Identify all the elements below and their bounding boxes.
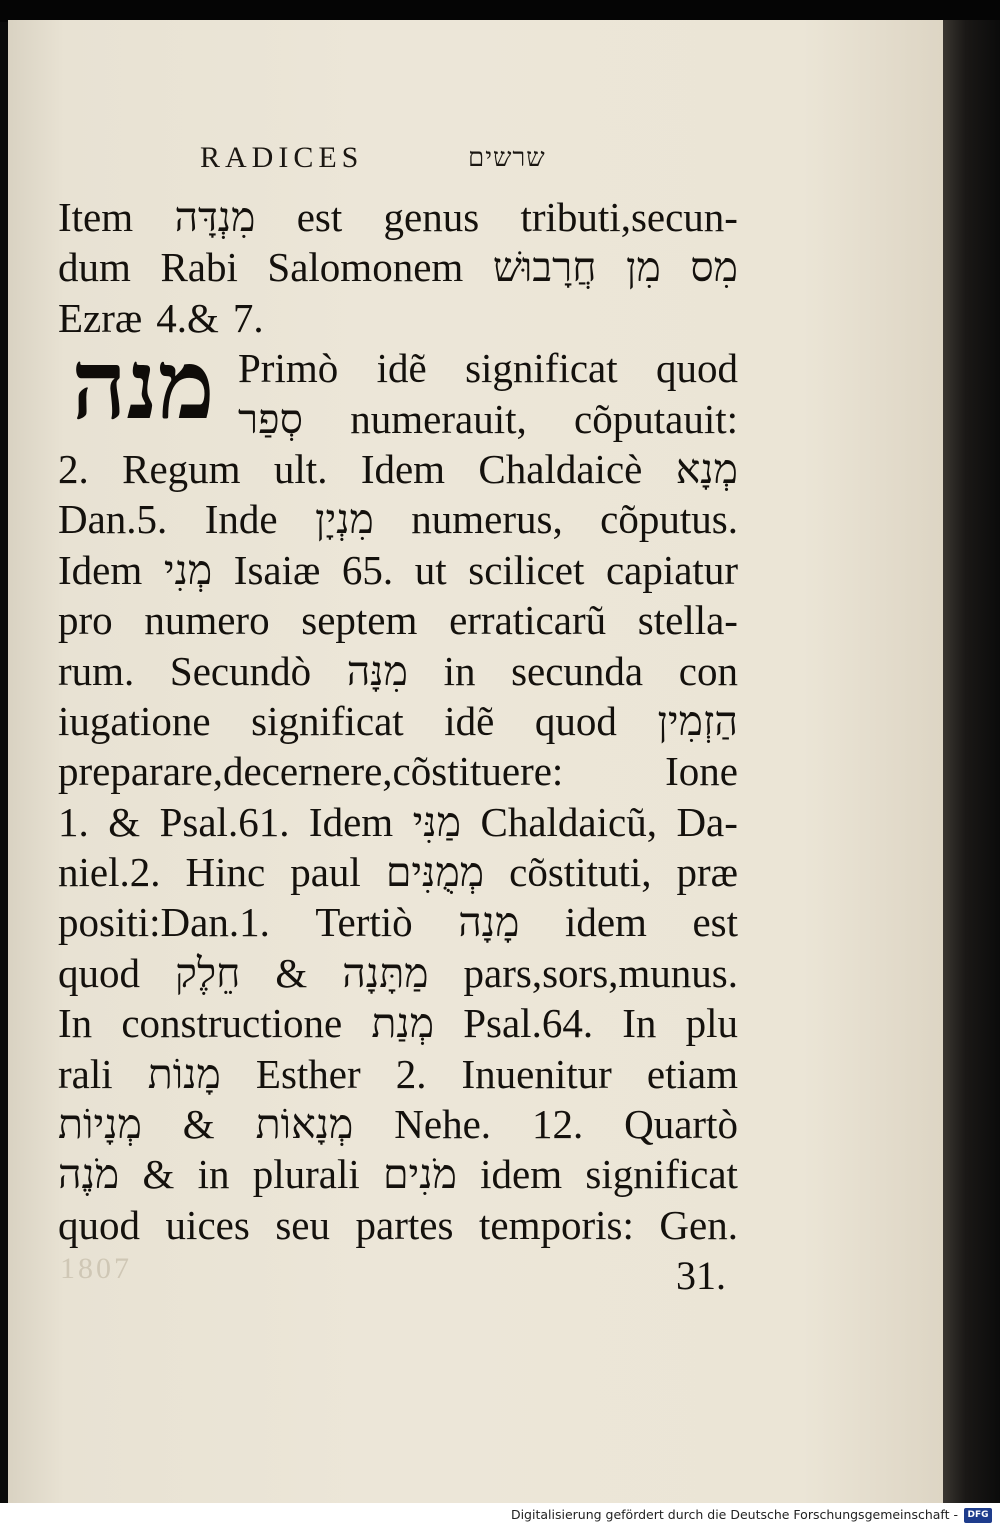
hebrew-word: מַתָּנָה xyxy=(342,949,429,996)
running-head-latin: RADICES xyxy=(200,141,364,174)
word: 2. xyxy=(395,1050,427,1097)
word: Isaiæ xyxy=(233,546,321,593)
footer-bar xyxy=(0,1503,1000,1529)
word: & xyxy=(108,798,141,845)
hebrew-word: מִנָּה xyxy=(346,647,408,694)
scan-background-top xyxy=(0,0,1000,22)
text-line-1 xyxy=(58,192,738,242)
word: con xyxy=(678,647,738,694)
word: ult. xyxy=(273,445,328,492)
text-line-9 xyxy=(58,595,738,645)
word: Hinc xyxy=(185,849,266,896)
hebrew-word: מֹנִים xyxy=(382,1151,457,1198)
word: 4.& xyxy=(156,294,219,341)
word: capiatur xyxy=(605,546,738,593)
hebrew-word: חֵלֶק xyxy=(175,949,241,996)
word: 65. xyxy=(341,546,394,593)
word: idem xyxy=(480,1151,563,1198)
word: idẽ xyxy=(444,697,495,744)
word: Esther xyxy=(255,1050,361,1097)
drop-cap-hebrew-word: מנה xyxy=(71,332,215,439)
text-line-16 xyxy=(58,948,738,998)
word: Idem xyxy=(308,798,394,845)
word: quod xyxy=(656,345,738,392)
word: præ xyxy=(676,849,738,896)
word: cõputus. xyxy=(600,496,738,543)
hebrew-word: מִנְיָן xyxy=(315,496,374,543)
word: Da- xyxy=(676,798,738,845)
page-edge-shadow xyxy=(943,20,1000,1503)
text-line-3 xyxy=(58,293,738,343)
running-head-hebrew: שרשים xyxy=(468,143,546,172)
word: Rabi xyxy=(160,244,238,291)
hebrew-word: מְנַת xyxy=(371,1000,435,1047)
word: est xyxy=(296,194,343,240)
word: paul xyxy=(290,849,361,896)
text-line-2 xyxy=(58,242,738,292)
word: dum xyxy=(58,244,131,291)
word: Dan.5. xyxy=(58,496,168,543)
word: idẽ xyxy=(376,345,427,392)
word: significat xyxy=(251,697,404,744)
word: pro xyxy=(58,597,113,644)
text-line-7 xyxy=(58,494,738,544)
text-line-20 xyxy=(58,1149,738,1199)
hebrew-word: מְנָיוֹת xyxy=(58,1101,142,1148)
word: plu xyxy=(685,1000,738,1047)
word: Item xyxy=(58,194,134,240)
word: iugatione xyxy=(58,697,211,744)
hebrew-word: מַנִּי xyxy=(412,798,462,845)
text-line-19 xyxy=(58,1099,738,1149)
word: 7. xyxy=(232,294,264,341)
hebrew-word: מְנִי xyxy=(163,546,213,593)
word: & xyxy=(275,949,308,996)
word: plurali xyxy=(252,1151,360,1198)
word: genus xyxy=(383,194,480,240)
hebrew-word: מָנוֹת xyxy=(147,1050,221,1097)
text-line-13 xyxy=(58,797,738,847)
word: idem xyxy=(564,899,647,946)
text-line-17 xyxy=(58,998,738,1048)
hebrew-word: חֲרָבוּשׁ xyxy=(492,244,597,291)
hebrew-word: מְנָאוֹת xyxy=(255,1101,354,1148)
faint-show-through-mark: 1807 xyxy=(60,1252,132,1285)
word: cõstituti, xyxy=(509,849,652,896)
word: Idem xyxy=(360,445,446,492)
word: quod xyxy=(58,949,140,996)
word: Chaldaicũ, xyxy=(480,798,657,845)
word: Chaldaicè xyxy=(478,445,643,492)
hebrew-word: מְמֻנִּים xyxy=(385,849,485,896)
word: est xyxy=(692,899,738,946)
running-head xyxy=(200,141,580,181)
hebrew-word: מִנְדָּה xyxy=(174,194,256,240)
word: erraticarũ xyxy=(449,597,607,644)
hebrew-word: מָנָה xyxy=(458,899,520,946)
word: Inde xyxy=(204,496,278,543)
body-text xyxy=(58,192,738,1250)
word: quod xyxy=(534,697,617,744)
word: Primò xyxy=(238,345,339,392)
word: In xyxy=(58,1000,93,1047)
word: Psal.61. xyxy=(159,798,290,845)
word: Quartò xyxy=(624,1101,738,1148)
text-line-6 xyxy=(58,444,738,494)
word: niel.2. xyxy=(58,849,161,896)
funding-credit: Digitalisierung gefördert durch die Deutsche Forschungsgemeinschaft - xyxy=(510,1507,958,1522)
word: constructione xyxy=(121,1000,343,1047)
hebrew-word: מִס xyxy=(690,244,738,291)
word: temporis: xyxy=(479,1201,634,1248)
word: positi:Dan.1. xyxy=(58,899,270,946)
text-line-12 xyxy=(58,746,738,796)
word: Regum xyxy=(122,445,241,492)
word: In xyxy=(622,1000,657,1047)
hebrew-word: סְפַר xyxy=(238,395,303,442)
word: 1. xyxy=(58,798,89,845)
word: 2. xyxy=(58,445,89,492)
word: 12. xyxy=(531,1101,584,1148)
word: Ezræ xyxy=(58,294,143,341)
word: Secundò xyxy=(169,647,312,694)
word: scilicet xyxy=(468,546,585,593)
word: partes xyxy=(355,1201,454,1248)
dfg-logo-icon: DFG xyxy=(964,1508,992,1523)
word: rali xyxy=(58,1050,113,1097)
text-line-14 xyxy=(58,847,738,897)
text-line-18 xyxy=(58,1049,738,1099)
word: Idem xyxy=(58,546,143,593)
text-line-15 xyxy=(58,897,738,947)
word: uices xyxy=(165,1201,250,1248)
word: in xyxy=(197,1151,230,1198)
word: pars,sors,munus. xyxy=(463,949,738,996)
word: Inuenitur xyxy=(461,1050,612,1097)
hebrew-word: מִן xyxy=(626,244,661,291)
text-line-21 xyxy=(58,1200,738,1250)
word: significat xyxy=(585,1151,738,1198)
word: Psal.64. xyxy=(463,1000,594,1047)
word: preparare,decernere,cõstituere: xyxy=(58,748,564,795)
text-line-11 xyxy=(58,696,738,746)
text-line-8 xyxy=(58,545,738,595)
word: in xyxy=(443,647,476,694)
word: etiam xyxy=(646,1050,738,1097)
text-line-4 xyxy=(58,343,738,393)
word: secunda xyxy=(511,647,644,694)
word: numerus, xyxy=(411,496,563,543)
word: Salomonem xyxy=(267,244,464,291)
hebrew-word: מֹנֶה xyxy=(58,1151,120,1198)
word: Nehe. xyxy=(394,1101,492,1148)
word: tributi,secun- xyxy=(520,194,738,240)
word: numero xyxy=(144,597,270,644)
word: rum. xyxy=(58,647,135,694)
folio-number: 31. xyxy=(676,1253,726,1298)
word: & xyxy=(142,1151,175,1198)
word: stella- xyxy=(637,597,738,644)
word: numerauit, xyxy=(350,395,527,442)
word: Tertiò xyxy=(315,899,413,946)
word: ut xyxy=(414,546,447,593)
word: Ione xyxy=(665,748,738,795)
word: & xyxy=(182,1101,215,1148)
text-line-5 xyxy=(58,394,738,444)
word: cõputauit: xyxy=(574,395,738,442)
word: Gen. xyxy=(659,1201,738,1248)
word: quod xyxy=(58,1201,140,1248)
text-line-10 xyxy=(58,646,738,696)
hebrew-word: מְנָא xyxy=(675,445,738,492)
hebrew-word: הַזְמִין xyxy=(657,697,738,744)
word: septem xyxy=(301,597,418,644)
word: significat xyxy=(465,345,618,392)
word: seu xyxy=(275,1201,330,1248)
